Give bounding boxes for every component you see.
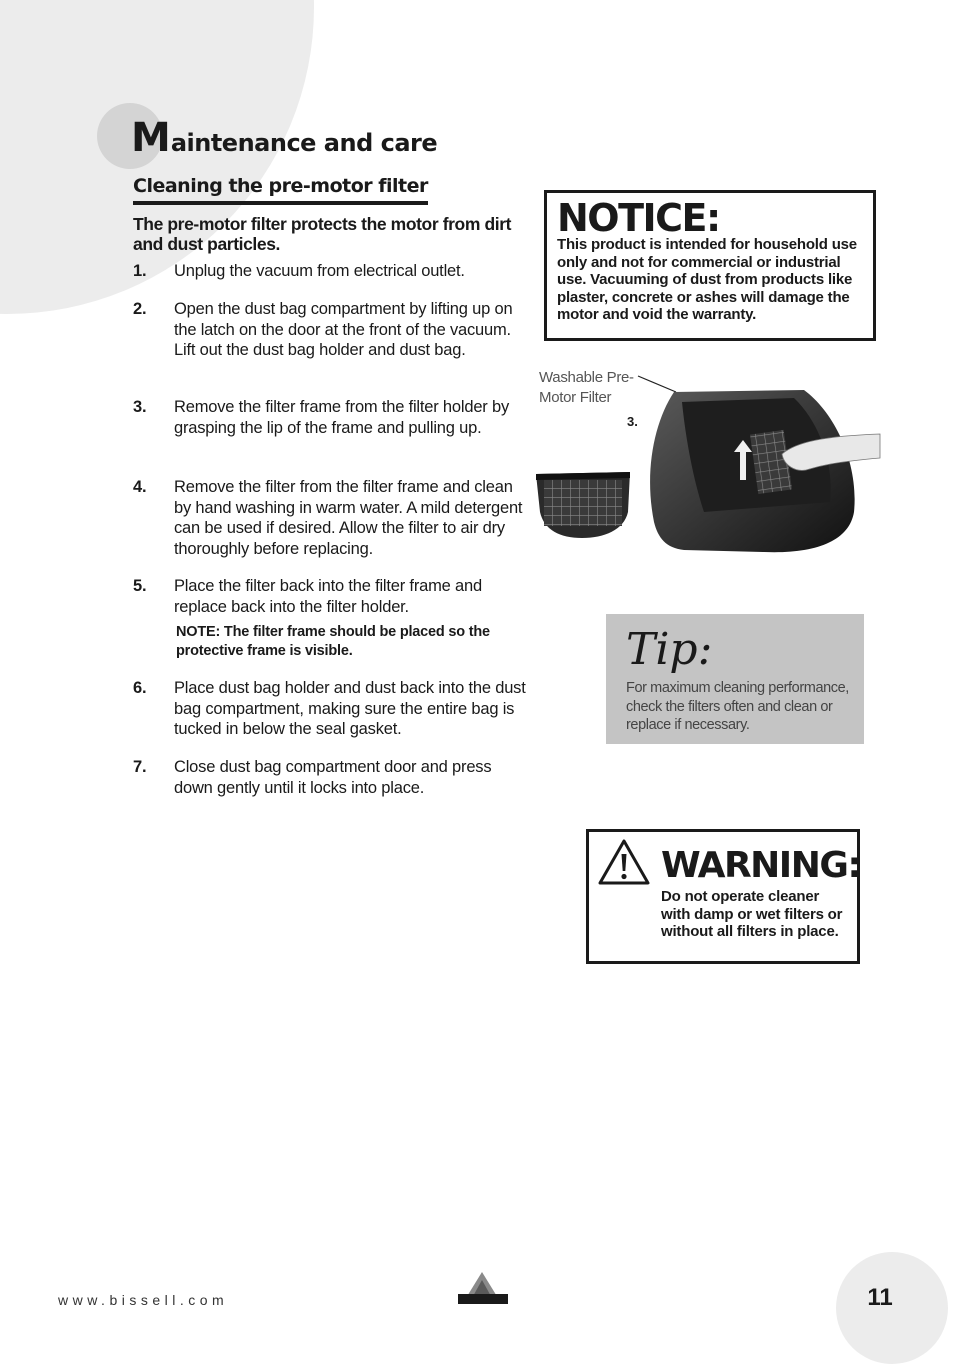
section-heading: Cleaning the pre-motor filter (133, 175, 428, 205)
figure-step-number: 3. (627, 414, 638, 429)
title-rest: aintenance and care (170, 129, 438, 157)
warning-box (586, 829, 860, 964)
bissell-logo-icon (456, 1270, 512, 1310)
tip-box (606, 614, 864, 744)
step-number: 5. (133, 577, 147, 595)
step-item (133, 477, 528, 559)
page-title-block (97, 103, 438, 169)
step-item (133, 299, 528, 361)
step-item (133, 678, 528, 740)
notice-body: This product is intended for household use only and not for commercial or industrial use. Vacuuming of dust from products like plaster, concrete or ashes will damage the motor and void the warranty. (557, 236, 857, 323)
step-number: 3. (133, 398, 147, 416)
warning-title: WARNING: (661, 845, 861, 886)
tip-title: Tip: (626, 624, 713, 675)
warning-body: Do not operate cleaner with damp or wet filters or without all filters in place. (661, 888, 843, 940)
step-number: 7. (133, 758, 147, 776)
step-number: 2. (133, 300, 147, 318)
step-number: 4. (133, 478, 147, 496)
page-number-badge (836, 1252, 948, 1364)
footer-url: www.bissell.com (58, 1292, 229, 1308)
section-intro: The pre-motor filter protects the motor from dirt and dust particles. (133, 214, 512, 254)
bissell-logo (456, 1270, 512, 1315)
step-text: Remove the filter frame from the filter holder by grasping the lip of the frame and pulling up. (174, 398, 510, 437)
warning-triangle-icon (597, 838, 651, 886)
step-item (133, 261, 528, 282)
page-number: 11 (867, 1284, 893, 1311)
step-text: Unplug the vacuum from electrical outlet. (174, 262, 465, 280)
notice-box (544, 190, 876, 341)
step-number: 6. (133, 679, 147, 697)
step-text: Close dust bag compartment door and press down gently until it locks into place. (174, 758, 492, 797)
title-initial: M (131, 115, 171, 161)
page-title (131, 115, 437, 161)
step-text: Remove the filter from the filter frame and clean by hand washing in warm water. A mild detergent can be used if desired. Allow the filter to air dry thoroughly before replacing. (174, 478, 523, 558)
step-item (133, 757, 528, 798)
step-text: Place dust bag holder and dust back into the dust bag compartment, making sure the entire bag is tucked in below the seal gasket. (174, 679, 526, 738)
filter-label: Washable Pre-Motor Filter (539, 369, 634, 406)
step-item (133, 576, 528, 661)
step-text: Place the filter back into the filter frame and replace back into the filter holder. (174, 577, 482, 616)
tip-body: For maximum cleaning performance, check the filters often and clean or replace if necessary. (626, 680, 849, 733)
step-item (133, 397, 528, 438)
notice-title: NOTICE: (557, 196, 720, 240)
step-number: 1. (133, 262, 147, 280)
step-text: Open the dust bag compartment by lifting up on the latch on the door at the front of the vacuum. Lift out the dust bag holder and dust bag. (174, 300, 513, 359)
step-note: NOTE: The filter frame should be placed so the protective frame is visible. (176, 624, 490, 659)
filter-illustration (534, 362, 884, 558)
